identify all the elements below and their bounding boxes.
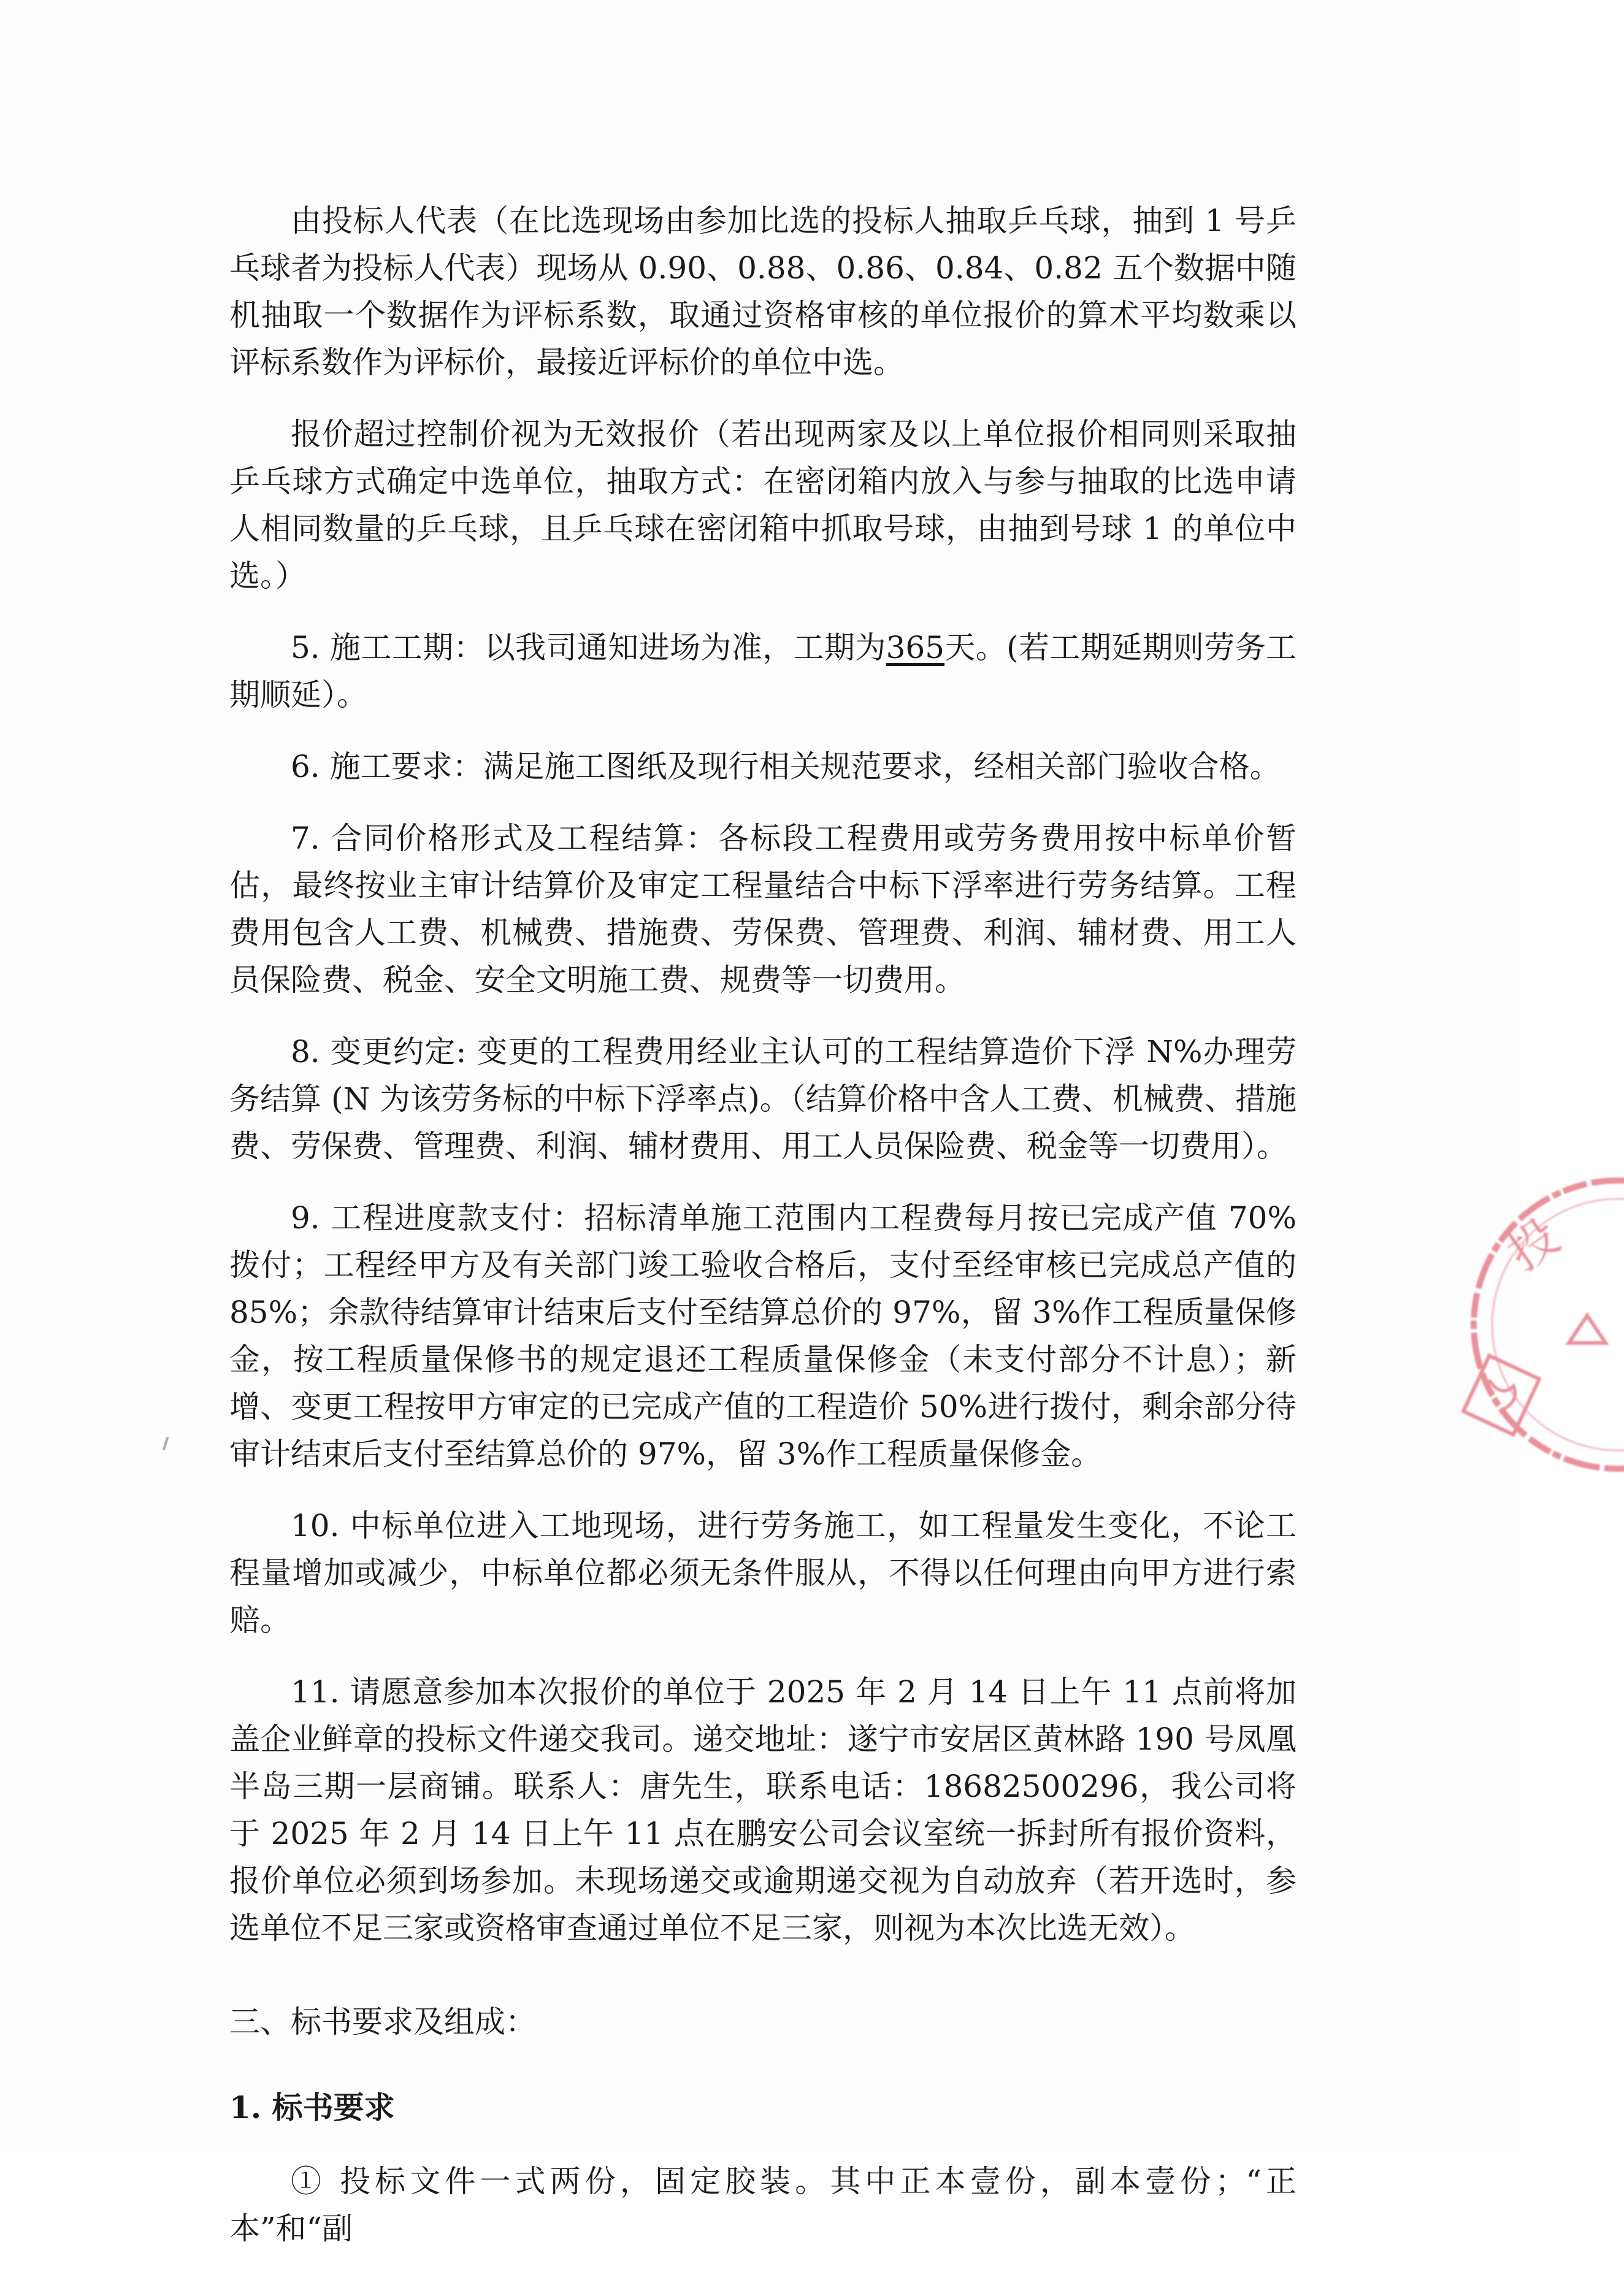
construction-period-text-end: 天。(若工期延期则劳务工期顺延）。 — [229, 630, 1297, 713]
seal-char: 投 — [1496, 1207, 1570, 1282]
scan-mark — [163, 1437, 169, 1450]
paragraph-contract-price: 7. 合同价格形式及工程结算：各标段工程费用或劳务费用按中标单价暂估，最终按业主审计结算价及审定工程量结合中标下浮率进行劳务结算。工程费用包含人工费、机械费、措施费、劳保费、管理费、利润、辅材费、用工人员保险费、税金、安全文明施工费、规费等一切费用。 — [229, 821, 1297, 998]
paragraph-evaluation-method: 由投标人代表（在比选现场由参加比选的投标人抽取乒乓球，抽到 1 号乒乓球者为投标人代表）现场从 0.90、0.88、0.86、0.84、0.82 五个数据中随机抽取一个数据作为评标系数，取通过资格审核的单位报价的算术平均数乘以评标系数作为评标价，最接近评标价的单位中选。 — [229, 203, 1297, 380]
paragraph-construction-period — [229, 624, 1297, 719]
subheading-bid-requirements: 1. 标书要求 — [229, 2089, 395, 2126]
company-seal — [1422, 1168, 1624, 1512]
paragraph-bid-copies: ① 投标文件一式两份，固定胶装。其中正本壹份，副本壹份；“正本”和“副 — [229, 2164, 1297, 2246]
construction-days: 365 — [886, 630, 945, 665]
paragraph-site-entry: 10. 中标单位进入工地现场，进行劳务施工，如工程量发生变化，不论工程量增加或减少，中标单位都必须无条件服从，不得以任何理由向甲方进行索赔。 — [229, 1508, 1297, 1638]
paragraph-construction-requirements: 6. 施工要求：满足施工图纸及现行相关规范要求，经相关部门验收合格。 — [291, 749, 1281, 784]
paragraph-progress-payment: 9. 工程进度款支付：招标清单施工范围内工程费每月按已完成产值 70%拨付；工程经甲方及有关部门竣工验收合格后，支付至经审核已完成总产值的 85%；余款待结算审计结束后支付至结算总价的 97%，留 3%作工程质量保修金，按工程质量保修书的规定退还工程质量保修金（未支付部分不计息）；新增、变更工程按甲方审定的已完成产值的工程造价 50%进行拨付，剩余部分待审计结束后支付至结算总价的 97%，留 3%作工程质量保修金。 — [229, 1200, 1297, 1472]
construction-period-text: 5. 施工工期：以我司通知进场为准，工期为 — [291, 630, 886, 665]
paragraph-invalid-bid: 报价超过控制价视为无效报价（若出现两家及以上单位报价相同则采取抽乒乓球方式确定中选单位，抽取方式：在密闭箱内放入与参与抽取的比选申请人相同数量的乒乓球，且乒乓球在密闭箱中抓取号球，由抽到号球 1 的单位中选。） — [229, 416, 1297, 594]
section-heading: 三、标书要求及组成： — [229, 2004, 536, 2040]
paragraph-change-agreement: 8. 变更约定: 变更的工程费用经业主认可的工程结算造价下浮 N%办理劳务结算 (N 为该劳务标的中标下浮率点)。（结算价格中含人工费、机械费、措施费、劳保费、管理费、利润、辅材费用、用工人员保险费、税金等一切费用）。 — [229, 1034, 1297, 1164]
document-body — [229, 197, 1297, 2277]
paragraph-submission: 11. 请愿意参加本次报价的单位于 2025 年 2 月 14 日上午 11 点前将加盖企业鲜章的投标文件递交我司。递交地址：遂宁市安居区黄林路 190 号凤凰半岛三期一层商铺。联系人：唐先生，联系电话：18682500296，我公司将于 2025 年 2 月 14 日上午 11 点在鹏安公司会议室统一拆封所有报价资料，报价单位必须到场参加。未现场递交或逾期递交视为自动放弃（若开选时，参选单位不足三家或资格审查通过单位不足三家，则视为本次比选无效）。 — [229, 1674, 1297, 1946]
